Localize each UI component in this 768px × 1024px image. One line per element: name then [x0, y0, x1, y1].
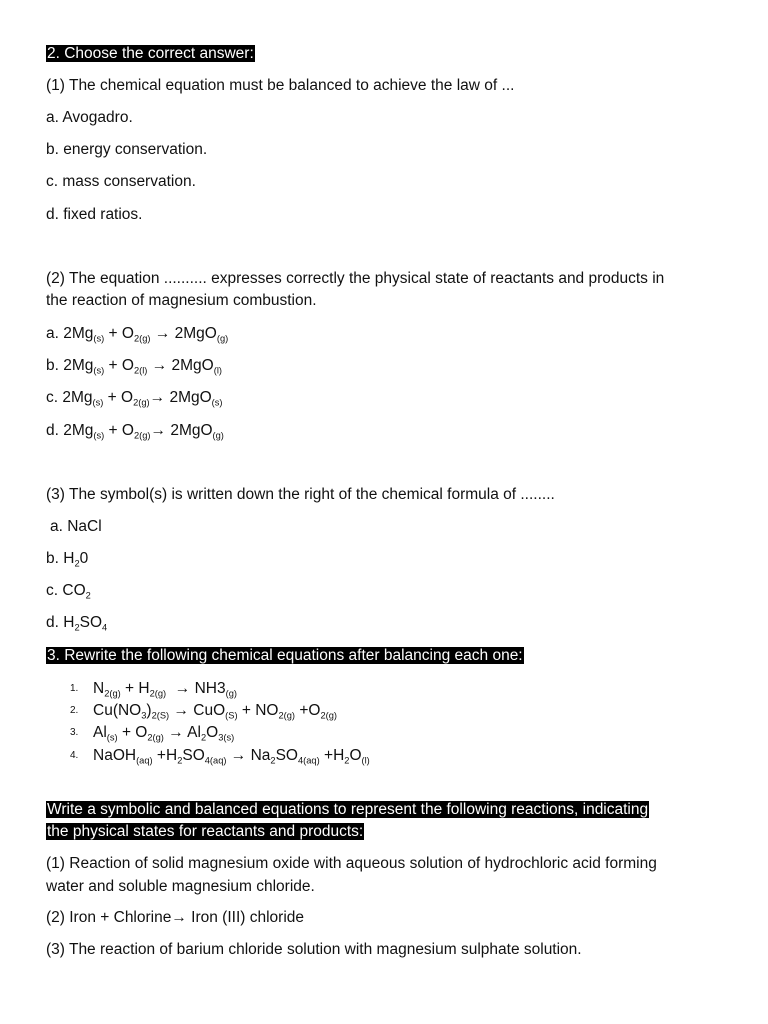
- q1-option-c: c. mass conservation.: [46, 173, 196, 190]
- q1-stem: (1) The chemical equation must be balanced to achieve the law of ...: [46, 77, 515, 94]
- arrow-icon: →: [154, 325, 171, 342]
- section-2-heading: [46, 43, 255, 65]
- equation-number: 4.: [70, 750, 79, 761]
- q1-option-a: a. Avogadro.: [46, 109, 133, 126]
- q2-option-c: c. $2Mg_{(s)} + O_{2(g)}\to 2MgO_{(s)}$: [46, 389, 223, 408]
- reaction-3: (3) The reaction of barium chloride solution with magnesium sulphate solution.: [46, 941, 582, 958]
- reaction-1-line2: water and soluble magnesium chloride.: [46, 878, 315, 895]
- arrow-icon: →: [149, 389, 166, 406]
- equation-1: $N_{2(g)} + H_{2(g)} \to NH3_{(g)}$: [93, 680, 237, 699]
- q3-option-d: d. $H_2SO_4$: [46, 614, 108, 633]
- q1-option-d: d. fixed ratios.: [46, 206, 143, 223]
- arrow-icon: →: [150, 422, 167, 439]
- section-2-heading-text: 2. Choose the correct answer:: [47, 45, 254, 62]
- q3-option-b: b. $H_20$: [46, 550, 89, 569]
- reaction-1-line1: (1) Reaction of solid magnesium oxide with aqueous solution of hydrochloric acid forming: [46, 855, 657, 872]
- q3-option-c: c. $CO_2$: [46, 582, 91, 601]
- section-3-heading-text: 3. Rewrite the following chemical equations after balancing each one:: [47, 647, 523, 664]
- q2-option-a: a. $2Mg_{(s)} + O_{2(g)} \to 2MgO_{(g)}$: [46, 325, 229, 344]
- arrow-icon: →: [151, 357, 168, 374]
- q2-stem-line1: (2) The equation .......... expresses correctly the physical state of reactants and products in: [46, 270, 665, 287]
- section-4-heading-line1: Write a symbolic and balanced equations to represent the following reactions, indicating: [47, 801, 649, 818]
- equation-2: $Cu(NO_3)_{2(S)} \to CuO_{(S)} + NO_{2(g)} +O_{2(g)}$: [93, 702, 337, 721]
- reaction-2: (2) Iron + Chlorine→ Iron (III) chloride: [46, 909, 304, 926]
- q2-stem-line2: the reaction of magnesium combustion.: [46, 292, 317, 309]
- q2-option-b: b. $2Mg_{(s)} + O_{2(l)} \to 2MgO_{(l)}$: [46, 357, 222, 376]
- q3-option-a: a. NaCl: [50, 518, 102, 535]
- equation-number: 2.: [70, 705, 79, 716]
- q3-stem: (3) The symbol(s) is written down the right of the chemical formula of ........: [46, 486, 555, 503]
- q2-option-d: d. $2Mg_{(s)} + O_{2(g)}\to 2MgO_{(g)}$: [46, 422, 224, 441]
- equation-3: $Al_{(s)} + O_{2(g)} \to Al_2O_{3(s)}$: [93, 724, 235, 743]
- equation-4: NaOH$_{(aq)}$ $+H_2SO_{4(aq)} \to Na_2SO_{4(aq)} +H_2O_{(l)}$: [93, 747, 370, 766]
- q1-option-b: b. energy conservation.: [46, 141, 208, 158]
- equation-number: 3.: [70, 727, 79, 738]
- section-4-heading-line2: the physical states for reactants and products:: [47, 823, 364, 840]
- section-3-heading: [46, 645, 524, 667]
- equation-number: 1.: [70, 683, 79, 694]
